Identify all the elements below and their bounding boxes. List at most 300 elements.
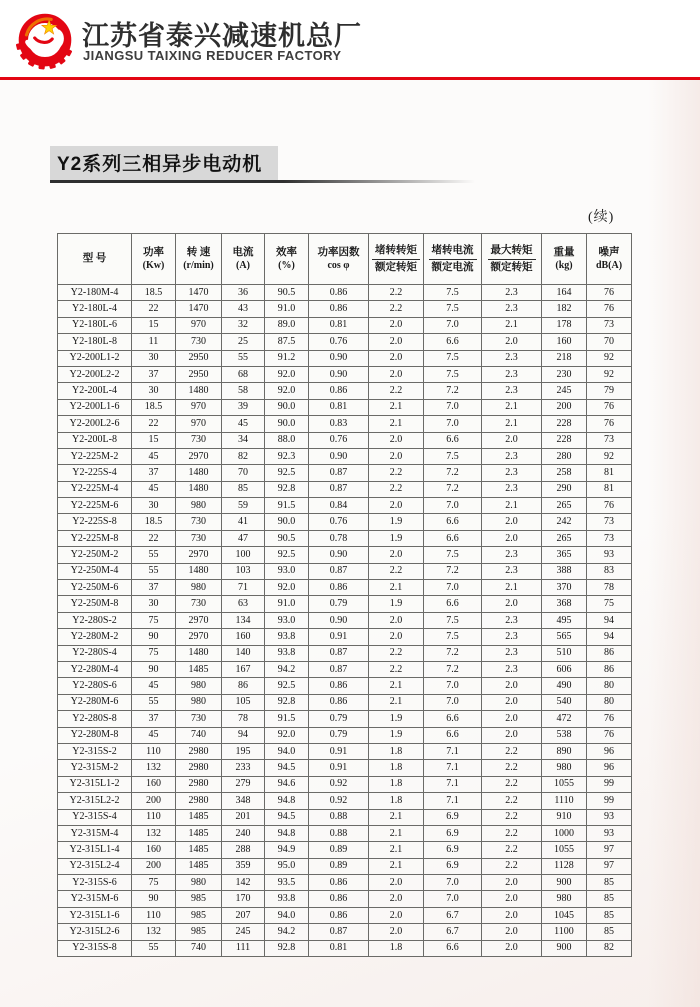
value-cell: 85 [587,907,632,923]
value-cell: 2950 [176,366,222,382]
model-cell: Y2-315M-2 [58,760,132,776]
value-cell: 93.8 [265,645,309,661]
value-cell: 970 [176,317,222,333]
value-cell: 7.1 [424,760,482,776]
value-cell: 63 [222,596,265,612]
table-row [58,530,632,546]
value-cell: 7.0 [424,317,482,333]
value-cell: 1485 [176,661,222,677]
value-cell: 2980 [176,793,222,809]
value-cell: 0.79 [309,711,369,727]
section-title-rule [50,180,475,183]
value-cell: 2.3 [482,465,542,481]
value-cell: 87.5 [265,334,309,350]
value-cell: 2.0 [482,530,542,546]
table-row [58,547,632,563]
value-cell: 73 [587,514,632,530]
table-row [58,727,632,743]
value-cell: 99 [587,793,632,809]
value-cell: 980 [176,580,222,596]
value-cell: 22 [132,301,176,317]
value-cell: 91.5 [265,711,309,727]
value-cell: 76 [587,727,632,743]
value-cell: 2.3 [482,383,542,399]
value-cell: 2.2 [482,842,542,858]
value-cell: 1470 [176,301,222,317]
value-cell: 2.3 [482,285,542,301]
value-cell: 80 [587,678,632,694]
value-cell: 1.8 [369,940,424,956]
value-cell: 6.7 [424,907,482,923]
value-cell: 0.90 [309,366,369,382]
value-cell: 94.6 [265,776,309,792]
value-cell: 2.0 [369,612,424,628]
value-cell: 7.5 [424,285,482,301]
value-cell: 2.1 [369,809,424,825]
value-cell: 2.0 [369,366,424,382]
model-cell: Y2-200L2-6 [58,416,132,432]
value-cell: 7.0 [424,891,482,907]
value-cell: 730 [176,514,222,530]
value-cell: 70 [587,334,632,350]
col-power: 功率 (Kw) [132,234,176,285]
value-cell: 2.0 [369,498,424,514]
value-cell: 730 [176,711,222,727]
value-cell: 1100 [542,924,587,940]
value-cell: 2.1 [482,580,542,596]
value-cell: 90.5 [265,530,309,546]
value-cell: 93.5 [265,875,309,891]
value-cell: 207 [222,907,265,923]
table-row [58,580,632,596]
value-cell: 218 [542,350,587,366]
value-cell: 2.0 [482,727,542,743]
value-cell: 2.2 [369,383,424,399]
value-cell: 68 [222,366,265,382]
table-row [58,301,632,317]
value-cell: 0.87 [309,481,369,497]
value-cell: 164 [542,285,587,301]
value-cell: 200 [132,793,176,809]
value-cell: 0.76 [309,514,369,530]
value-cell: 2.1 [369,858,424,874]
value-cell: 348 [222,793,265,809]
value-cell: 7.0 [424,399,482,415]
value-cell: 7.2 [424,563,482,579]
value-cell: 92.5 [265,678,309,694]
value-cell: 365 [542,547,587,563]
value-cell: 0.86 [309,580,369,596]
col-max-torque-ratio: $\frac{\text{最大转矩}}{\text{额定转矩}}$ [482,234,542,285]
value-cell: 2.2 [369,465,424,481]
value-cell: 6.6 [424,530,482,546]
value-cell: 0.86 [309,678,369,694]
value-cell: 2.0 [482,432,542,448]
table-row [58,793,632,809]
value-cell: 1485 [176,809,222,825]
table-row [58,776,632,792]
masthead [0,0,700,77]
value-cell: 41 [222,514,265,530]
value-cell: 2.0 [369,432,424,448]
table-row [58,481,632,497]
value-cell: 134 [222,612,265,628]
value-cell: 388 [542,563,587,579]
value-cell: 75 [587,596,632,612]
value-cell: 2.0 [482,907,542,923]
table-row [58,350,632,366]
value-cell: 92.0 [265,580,309,596]
value-cell: 37 [132,580,176,596]
model-cell: Y2-315L1-6 [58,907,132,923]
value-cell: 7.1 [424,776,482,792]
value-cell: 2.0 [482,514,542,530]
value-cell: 2.1 [482,399,542,415]
value-cell: 85 [587,891,632,907]
value-cell: 73 [587,432,632,448]
col-locked-current-ratio: $\frac{\text{堵转电流}}{\text{额定电流}}$ [424,234,482,285]
table-row [58,514,632,530]
value-cell: 368 [542,596,587,612]
value-cell: 73 [587,317,632,333]
value-cell: 6.6 [424,514,482,530]
value-cell: 59 [222,498,265,514]
value-cell: 2.0 [369,907,424,923]
model-cell: Y2-315L2-2 [58,793,132,809]
model-cell: Y2-225M-6 [58,498,132,514]
value-cell: 1.9 [369,727,424,743]
value-cell: 96 [587,743,632,759]
value-cell: 81 [587,481,632,497]
table-row [58,678,632,694]
value-cell: 6.6 [424,711,482,727]
value-cell: 2.3 [482,661,542,677]
value-cell: 980 [542,891,587,907]
model-cell: Y2-280M-6 [58,694,132,710]
value-cell: 2.1 [369,416,424,432]
value-cell: 2.0 [369,547,424,563]
value-cell: 92.0 [265,366,309,382]
value-cell: 97 [587,842,632,858]
value-cell: 92 [587,366,632,382]
value-cell: 2.1 [369,694,424,710]
value-cell: 472 [542,711,587,727]
value-cell: 900 [542,940,587,956]
value-cell: 985 [176,907,222,923]
value-cell: 90 [132,891,176,907]
value-cell: 6.6 [424,334,482,350]
value-cell: 2.0 [482,924,542,940]
value-cell: 88.0 [265,432,309,448]
value-cell: 7.5 [424,350,482,366]
model-cell: Y2-200L-8 [58,432,132,448]
value-cell: 0.92 [309,793,369,809]
value-cell: 0.91 [309,760,369,776]
value-cell: 280 [542,448,587,464]
value-cell: 90 [132,629,176,645]
value-cell: 45 [222,416,265,432]
value-cell: 2.0 [482,891,542,907]
value-cell: 2.2 [482,809,542,825]
model-cell: Y2-280M-8 [58,727,132,743]
value-cell: 2.0 [369,350,424,366]
model-cell: Y2-315S-6 [58,875,132,891]
table-header-row [58,234,632,285]
value-cell: 2.3 [482,563,542,579]
value-cell: 279 [222,776,265,792]
table-row [58,612,632,628]
value-cell: 2.1 [369,399,424,415]
value-cell: 81 [587,465,632,481]
value-cell: 92.5 [265,547,309,563]
value-cell: 201 [222,809,265,825]
col-efficiency: 效率 (%) [265,234,309,285]
value-cell: 96 [587,760,632,776]
value-cell: 7.5 [424,301,482,317]
value-cell: 2.0 [482,678,542,694]
col-noise: 噪声 dB(A) [587,234,632,285]
value-cell: 0.87 [309,924,369,940]
value-cell: 105 [222,694,265,710]
table-row [58,334,632,350]
value-cell: 36 [222,285,265,301]
value-cell: 78 [222,711,265,727]
value-cell: 2.2 [369,563,424,579]
company-name-chinese: 江苏省泰兴减速机总厂 [82,21,362,51]
value-cell: 22 [132,530,176,546]
value-cell: 82 [587,940,632,956]
model-cell: Y2-250M-6 [58,580,132,596]
value-cell: 0.91 [309,629,369,645]
value-cell: 76 [587,285,632,301]
value-cell: 0.86 [309,301,369,317]
value-cell: 71 [222,580,265,596]
value-cell: 2.0 [369,891,424,907]
col-locked-torque-ratio: $\frac{\text{堵转转矩}}{\text{额定转矩}}$ [369,234,424,285]
model-cell: Y2-225M-2 [58,448,132,464]
table-row [58,661,632,677]
value-cell: 2.0 [369,875,424,891]
value-cell: 1470 [176,285,222,301]
value-cell: 85 [587,924,632,940]
value-cell: 0.88 [309,825,369,841]
value-cell: 730 [176,432,222,448]
value-cell: 2980 [176,776,222,792]
value-cell: 1.8 [369,776,424,792]
value-cell: 37 [132,366,176,382]
value-cell: 92 [587,448,632,464]
value-cell: 7.2 [424,481,482,497]
value-cell: 160 [132,842,176,858]
value-cell: 200 [542,399,587,415]
value-cell: 7.0 [424,678,482,694]
value-cell: 73 [587,530,632,546]
model-cell: Y2-250M-2 [58,547,132,563]
value-cell: 178 [542,317,587,333]
value-cell: 0.78 [309,530,369,546]
value-cell: 2.2 [369,285,424,301]
value-cell: 91.0 [265,301,309,317]
model-cell: Y2-280S-2 [58,612,132,628]
value-cell: 980 [176,694,222,710]
value-cell: 2.2 [482,776,542,792]
value-cell: 94.8 [265,825,309,841]
value-cell: 7.2 [424,661,482,677]
value-cell: 2.3 [482,547,542,563]
value-cell: 110 [132,907,176,923]
value-cell: 258 [542,465,587,481]
value-cell: 2.3 [482,366,542,382]
value-cell: 1480 [176,465,222,481]
value-cell: 92.0 [265,383,309,399]
value-cell: 75 [132,875,176,891]
value-cell: 110 [132,743,176,759]
table-row [58,465,632,481]
value-cell: 985 [176,891,222,907]
table-row [58,825,632,841]
value-cell: 45 [132,727,176,743]
value-cell: 30 [132,498,176,514]
value-cell: 980 [176,875,222,891]
value-cell: 7.1 [424,793,482,809]
value-cell: 2.2 [482,793,542,809]
value-cell: 2.0 [482,940,542,956]
value-cell: 2950 [176,350,222,366]
col-current: 电流 (A) [222,234,265,285]
value-cell: 91.5 [265,498,309,514]
value-cell: 195 [222,743,265,759]
value-cell: 7.0 [424,498,482,514]
value-cell: 2.1 [369,678,424,694]
value-cell: 34 [222,432,265,448]
value-cell: 94.2 [265,661,309,677]
table-row [58,711,632,727]
model-cell: Y2-315M-6 [58,891,132,907]
value-cell: 730 [176,596,222,612]
value-cell: 0.86 [309,907,369,923]
value-cell: 94.5 [265,809,309,825]
value-cell: 0.86 [309,875,369,891]
value-cell: 182 [542,301,587,317]
table-row [58,383,632,399]
value-cell: 1128 [542,858,587,874]
value-cell: 92.8 [265,694,309,710]
value-cell: 0.86 [309,694,369,710]
value-cell: 45 [132,481,176,497]
value-cell: 2.2 [369,481,424,497]
value-cell: 0.90 [309,612,369,628]
value-cell: 1.9 [369,530,424,546]
value-cell: 2.0 [482,875,542,891]
value-cell: 2.0 [482,334,542,350]
model-cell: Y2-280M-2 [58,629,132,645]
value-cell: 111 [222,940,265,956]
value-cell: 2980 [176,743,222,759]
value-cell: 76 [587,416,632,432]
value-cell: 45 [132,678,176,694]
value-cell: 91.2 [265,350,309,366]
value-cell: 1110 [542,793,587,809]
model-cell: Y2-180L-4 [58,301,132,317]
value-cell: 7.0 [424,416,482,432]
value-cell: 18.5 [132,399,176,415]
value-cell: 740 [176,727,222,743]
value-cell: 2.0 [369,924,424,940]
value-cell: 1055 [542,842,587,858]
model-cell: Y2-200L1-6 [58,399,132,415]
table-row [58,842,632,858]
page-edge-shadow [648,80,700,1007]
value-cell: 2.3 [482,612,542,628]
value-cell: 2.2 [369,645,424,661]
model-cell: Y2-280S-4 [58,645,132,661]
value-cell: 100 [222,547,265,563]
value-cell: 0.87 [309,645,369,661]
value-cell: 76 [587,711,632,727]
value-cell: 0.81 [309,399,369,415]
col-speed: 转 速 (r/min) [176,234,222,285]
value-cell: 6.7 [424,924,482,940]
value-cell: 6.9 [424,858,482,874]
value-cell: 0.79 [309,596,369,612]
value-cell: 2.2 [482,825,542,841]
value-cell: 0.83 [309,416,369,432]
value-cell: 730 [176,334,222,350]
value-cell: 22 [132,416,176,432]
value-cell: 7.5 [424,366,482,382]
table-row [58,645,632,661]
value-cell: 0.91 [309,743,369,759]
value-cell: 0.90 [309,350,369,366]
value-cell: 94 [587,629,632,645]
motor-spec-table [57,233,632,957]
value-cell: 85 [587,875,632,891]
value-cell: 93.8 [265,891,309,907]
value-cell: 228 [542,432,587,448]
value-cell: 359 [222,858,265,874]
value-cell: 2.3 [482,448,542,464]
value-cell: 2970 [176,448,222,464]
value-cell: 0.87 [309,465,369,481]
value-cell: 86 [587,661,632,677]
value-cell: 30 [132,596,176,612]
value-cell: 90.0 [265,416,309,432]
model-cell: Y2-180L-8 [58,334,132,350]
value-cell: 92 [587,350,632,366]
value-cell: 6.9 [424,842,482,858]
value-cell: 18.5 [132,285,176,301]
value-cell: 900 [542,875,587,891]
model-cell: Y2-180L-6 [58,317,132,333]
value-cell: 2.0 [369,448,424,464]
value-cell: 7.2 [424,645,482,661]
value-cell: 37 [132,465,176,481]
value-cell: 2980 [176,760,222,776]
value-cell: 6.6 [424,727,482,743]
value-cell: 7.5 [424,547,482,563]
value-cell: 93.0 [265,612,309,628]
value-cell: 985 [176,924,222,940]
value-cell: 1.8 [369,743,424,759]
value-cell: 93 [587,547,632,563]
value-cell: 92.5 [265,465,309,481]
value-cell: 490 [542,678,587,694]
value-cell: 83 [587,563,632,579]
value-cell: 0.84 [309,498,369,514]
value-cell: 890 [542,743,587,759]
continued-marker: (续) [588,210,615,225]
value-cell: 2970 [176,547,222,563]
